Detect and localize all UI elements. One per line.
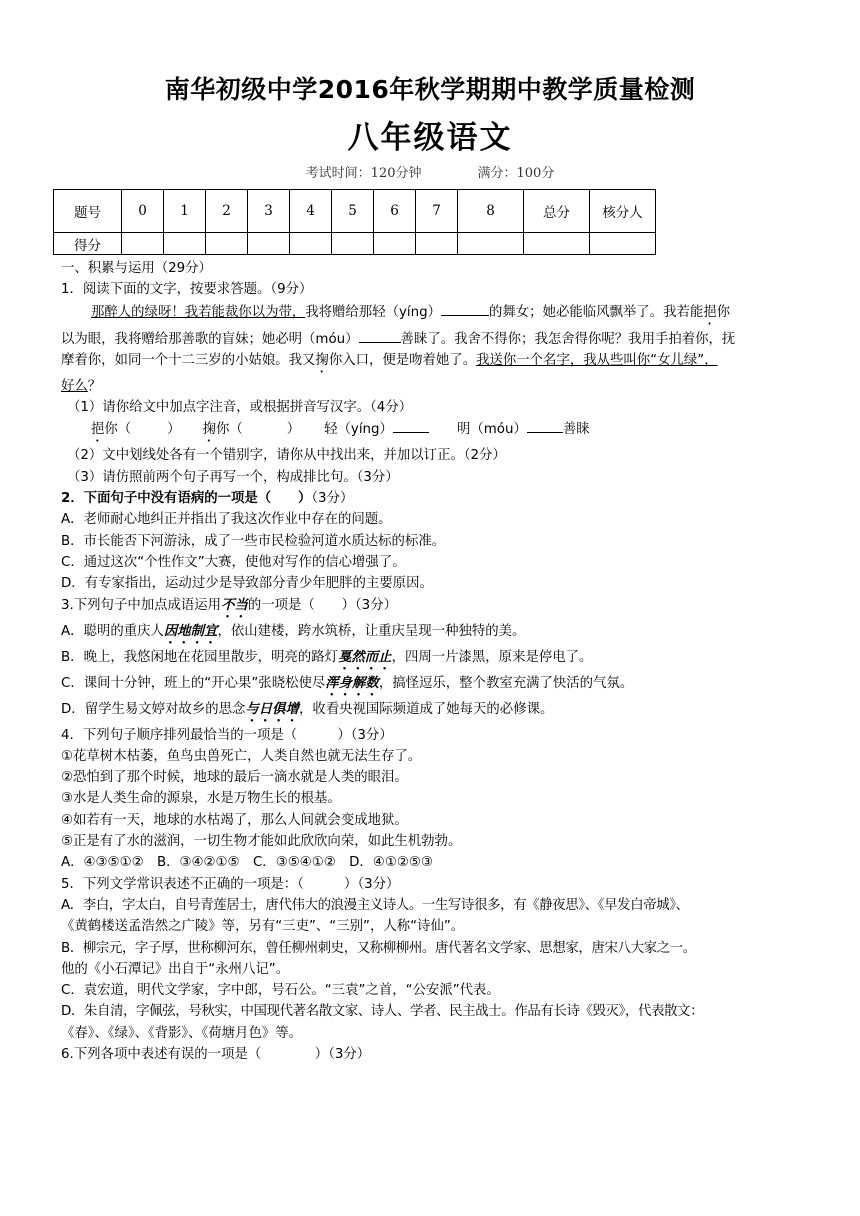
score-cell: 1 bbox=[164, 190, 206, 233]
score-input-cell[interactable] bbox=[206, 233, 248, 255]
exam-full-score: 满分：100分 bbox=[477, 166, 555, 181]
q4-stem: 4．下列句子顺序排列最恰当的一项是（ ）（3分） bbox=[61, 727, 393, 743]
q6-stem: 6.下列各项中表述有误的一项是（ ）（3分） bbox=[61, 1047, 371, 1063]
fill-text: 你（ bbox=[104, 422, 132, 438]
q2-option-b: B．市长能否下河游泳，成了一些市民检验河道水质达标的标准。 bbox=[61, 533, 446, 549]
q5-option-a-cont: 《黄鹤楼送孟浩然之广陵》等，另有“三吏”、“三别”，人称“诗仙”。 bbox=[61, 919, 465, 935]
exam-content bbox=[61, 258, 806, 1065]
dotted-char: 掬 bbox=[315, 352, 329, 368]
q3-option-a bbox=[61, 621, 806, 647]
score-input-cell[interactable] bbox=[374, 233, 416, 255]
answer-blank[interactable] bbox=[527, 418, 563, 433]
exam-title: 南华初级中学2016年秋学期期中教学质量检测 bbox=[164, 75, 696, 104]
q3-text: ，收看央视国际频道成了她每天的必修课。 bbox=[298, 701, 554, 717]
q3-text: 的一项是（ ）（3分） bbox=[247, 597, 397, 613]
score-cell: 7 bbox=[416, 190, 458, 233]
passage-text: 以为眼，我将赠给那善歌的盲妹；她必明（móu） bbox=[61, 331, 359, 347]
q3-text: C．课间十分钟，班上的“开心果”张晓松使尽 bbox=[61, 675, 326, 691]
q4-item: ③水是人类生命的源泉，水是万物生长的根基。 bbox=[61, 791, 341, 807]
q5-option-d: D．朱自清，字佩弦，号秋实，中国现代著名散文家、诗人、学者、民主战士。作品有长诗《毁灭》，代表散文： bbox=[61, 1004, 704, 1020]
score-cell: 3 bbox=[248, 190, 290, 233]
section-heading: 一、积累与运用（29分） bbox=[61, 261, 212, 276]
fill-text: 善睐 bbox=[562, 422, 590, 438]
passage-text: 摩着你，如同一个十二三岁的小姑娘。我又 bbox=[61, 352, 316, 368]
passage-text: 你入口，便是吻着她了。 bbox=[328, 352, 477, 368]
idiom: 与日俱增 bbox=[245, 701, 299, 717]
underlined-sentence: 我送你一个名字，我从些叫你“女儿绿”， bbox=[476, 352, 718, 368]
q2-option-d: D．有专家指出，运动过少是导致部分青少年肥胖的主要原因。 bbox=[61, 576, 433, 592]
q5-option-b-cont: 他的《小石潭记》出自于“永州八记”。 bbox=[61, 961, 290, 977]
score-input-cell[interactable] bbox=[164, 233, 206, 255]
passage-text: 你 bbox=[716, 304, 731, 320]
q3-option-b bbox=[61, 647, 806, 673]
subject-title: 八年级语文 bbox=[347, 120, 513, 156]
score-table-score-row bbox=[54, 233, 656, 255]
fill-text: 轻（yíng） bbox=[324, 422, 393, 438]
idiom: 戛然而止 bbox=[338, 649, 392, 665]
idiom: 浑身解数 bbox=[325, 675, 379, 691]
q3-text: B．晚上，我悠闲地在花园里散步，明亮的路灯 bbox=[61, 649, 338, 665]
score-input-cell[interactable] bbox=[332, 233, 374, 255]
score-cell: 0 bbox=[122, 190, 164, 233]
passage-text: 善睐了。我舍不得你；我怎舍得你呢？我用手拍着你，抚 bbox=[400, 331, 736, 347]
q3-option-d bbox=[61, 699, 806, 725]
q5-option-d-cont: 《春》、《绿》、《背影》、《荷塘月色》等。 bbox=[61, 1025, 303, 1041]
score-cell: 题号 bbox=[54, 190, 122, 233]
blank-móu[interactable] bbox=[359, 328, 401, 343]
score-input-cell[interactable] bbox=[458, 233, 524, 255]
q2-option-c: C．通过这次“个性作文”大赛，使他对写作的信心增强了。 bbox=[61, 554, 406, 570]
q3-text: ，四周一片漆黑，原来是停电了。 bbox=[391, 649, 593, 665]
q3-text: ，搞怪逗乐，整个教室充满了快活的气氛。 bbox=[378, 675, 634, 691]
q1-sub2: （2）文中划线处各有一个错别字，请你从中找出来，并加以订正。（2分） bbox=[67, 448, 506, 464]
q3-text: D．留学生易文婷对故乡的思念 bbox=[61, 701, 246, 717]
q4-item: ⑤正是有了水的滋润，一切生物才能如此欣欣向荣，如此生机勃勃。 bbox=[61, 834, 462, 850]
dotted-char: 掬 bbox=[202, 422, 216, 438]
score-cell: 4 bbox=[290, 190, 332, 233]
score-cell: 6 bbox=[374, 190, 416, 233]
score-input-cell[interactable] bbox=[416, 233, 458, 255]
q5-option-c: C．袁宏道，明代文学家，字中郎，号石公。“三袁”之首，“公安派”代表。 bbox=[61, 983, 500, 999]
q5-stem: 5．下列文学常识表述不正确的一项是：（ ）（3分） bbox=[61, 876, 400, 892]
q3-emphasis: 不当 bbox=[221, 597, 248, 613]
passage-text: 我将赠给那轻（yíng） bbox=[305, 304, 442, 320]
score-table bbox=[53, 189, 656, 255]
q1-passage-line bbox=[61, 328, 806, 350]
q3-option-c bbox=[61, 673, 806, 699]
score-input-cell[interactable] bbox=[248, 233, 290, 255]
dotted-char: 挹 bbox=[91, 422, 105, 438]
q4-item: ④如若有一天，地球的水枯竭了，那么人间就会变成地狱。 bbox=[61, 812, 408, 828]
answer-blank[interactable] bbox=[393, 418, 429, 433]
q4-options: A．④③⑤①② B．③④②①⑤ C．③⑤④①② D．④①②⑤③ bbox=[61, 855, 433, 871]
fill-text: 明（móu） bbox=[456, 422, 527, 438]
underlined-sentence: 好么 bbox=[61, 378, 88, 394]
score-input-cell[interactable] bbox=[122, 233, 164, 255]
q3-text: A．聪明的重庆人 bbox=[61, 623, 164, 639]
q2-points: （3分） bbox=[311, 491, 354, 507]
q3-text: 3.下列句子中加点成语运用 bbox=[61, 597, 222, 613]
score-row-label: 得分 bbox=[54, 233, 122, 255]
fill-text: ） bbox=[286, 422, 301, 438]
q2-option-a: A．老师耐心地纠正并指出了我这次作业中存在的问题。 bbox=[61, 512, 392, 528]
q1-sub1: （1）请你给文中加点字注音，或根据拼音写汉字。（4分） bbox=[67, 400, 413, 416]
q2-stem bbox=[61, 488, 806, 509]
blank-yíng[interactable] bbox=[441, 301, 489, 316]
q1-passage-line bbox=[61, 350, 806, 376]
underlined-sentence: 那醉人的绿呀！我若能裁你以为带， bbox=[91, 304, 306, 320]
q3-stem bbox=[61, 595, 806, 621]
score-cell: 核分人 bbox=[590, 190, 656, 233]
exam-time: 考试时间：120分钟 bbox=[305, 166, 422, 181]
q5-option-a: A．李白，字太白，自号青莲居士，唐代伟大的浪漫主义诗人。一生写诗很多，有《静夜思》、《早发白帝城》、 bbox=[61, 897, 689, 913]
q4-item: ①花草树木枯萎，鱼鸟虫兽死亡，人类自然也就无法生存了。 bbox=[61, 748, 422, 764]
score-cell: 8 bbox=[458, 190, 524, 233]
passage-text: 的舞女；她必能临风飘举了。我若能 bbox=[489, 304, 704, 320]
q3-text: ，依山建楼，跨水筑桥，让重庆呈现一种独特的美。 bbox=[217, 623, 526, 639]
dotted-char: 挹 bbox=[703, 304, 717, 320]
q5-option-b: B．柳宗元，字子厚，世称柳河东，曾任柳州刺史，又称柳柳州。唐代著名文学家、思想家，唐宋八大家之一。 bbox=[61, 940, 696, 956]
fill-text: 你（ bbox=[215, 422, 243, 438]
q1-passage-line bbox=[61, 301, 806, 328]
q1-stem: 1．阅读下面的文字，按要求答题。（9分） bbox=[61, 282, 313, 298]
exam-meta bbox=[0, 162, 860, 181]
score-input-cell[interactable] bbox=[524, 233, 590, 255]
score-input-cell[interactable] bbox=[290, 233, 332, 255]
q4-item: ②恐怕到了那个时候，地球的最后一滴水就是人类的眼泪。 bbox=[61, 770, 408, 786]
score-cell: 总分 bbox=[524, 190, 590, 233]
q1-fill-line bbox=[61, 418, 806, 445]
q1-sub3: （3）请仿照前两个句子再写一个，构成排比句。（3分） bbox=[67, 469, 399, 485]
score-cell: 2 bbox=[206, 190, 248, 233]
q1-passage-line bbox=[61, 376, 806, 397]
idiom: 因地制宜 bbox=[163, 623, 218, 639]
fill-text: ） bbox=[167, 422, 181, 438]
score-table-header-row bbox=[54, 190, 656, 233]
score-input-cell[interactable] bbox=[590, 233, 656, 255]
passage-text: ？ bbox=[87, 378, 102, 394]
score-cell: 5 bbox=[332, 190, 374, 233]
q2-stem-text: 2．下面句子中没有语病的一项是（ ） bbox=[61, 491, 312, 507]
